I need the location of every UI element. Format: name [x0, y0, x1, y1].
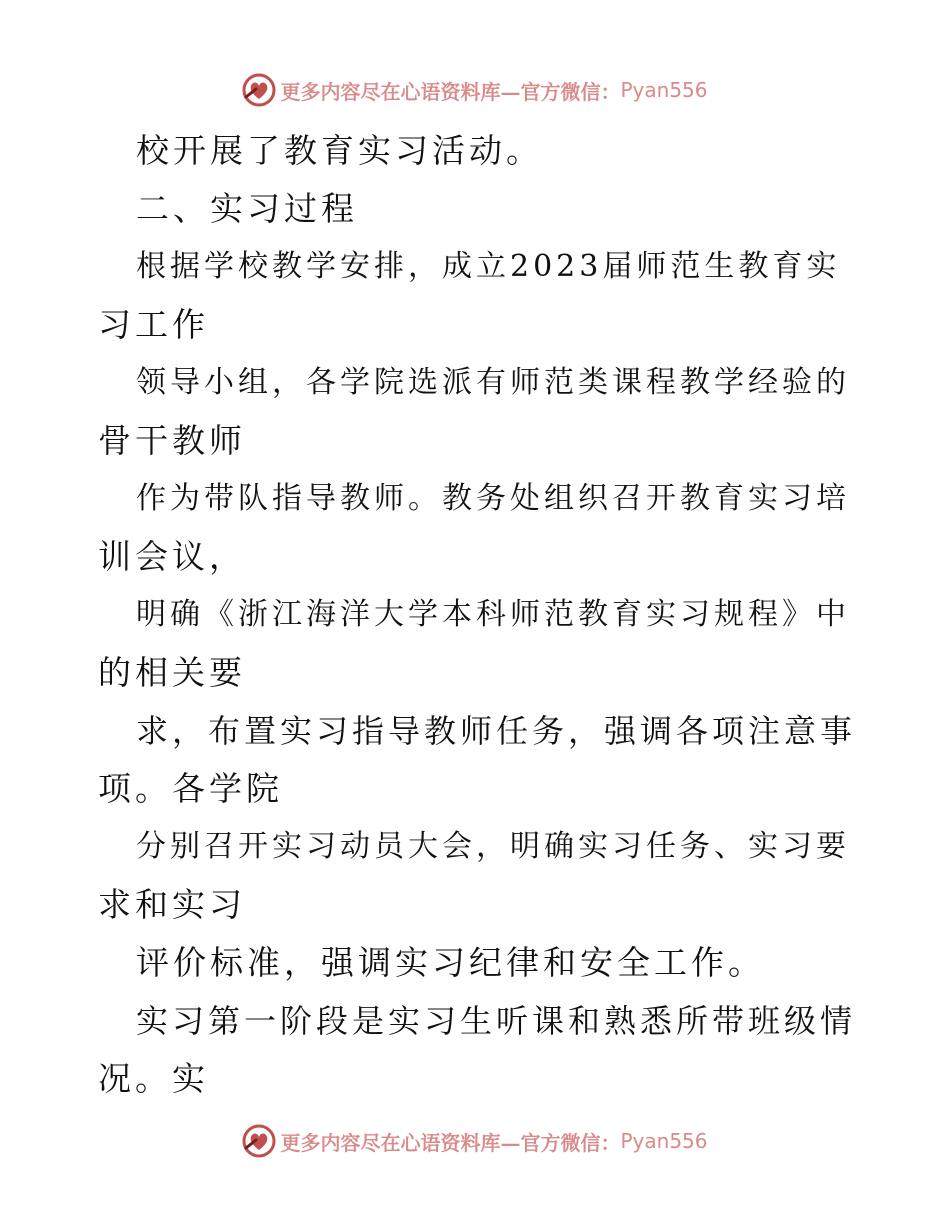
- text-line: 校开展了教育实习活动。: [136, 131, 543, 170]
- section-heading: 二、实习过程: [136, 189, 358, 228]
- text-line: 评价标准，强调实习纪律和安全工作。: [136, 943, 765, 982]
- watermark-id: Pyan556: [620, 78, 708, 102]
- footer-watermark: [0, 1121, 950, 1161]
- heart-logo-icon: [242, 73, 276, 107]
- header-watermark: [0, 70, 950, 110]
- text-line: 领导小组，各学院选派有师范类课程教学经验的: [136, 365, 850, 400]
- text-line: 求和实习: [98, 885, 246, 924]
- text-line: 习工作: [98, 305, 209, 344]
- heart-logo-icon: [242, 1124, 276, 1158]
- watermark-id: Pyan556: [620, 1129, 708, 1153]
- text-line: 训会议，: [98, 537, 246, 576]
- text-line: 况。实: [98, 1059, 209, 1098]
- text-line: 求，布置实习指导教师任务，强调各项注意事: [136, 712, 857, 750]
- text-line: 作为带队指导教师。教务处组织召开教育实习培: [136, 481, 850, 516]
- text-line: 实习第一阶段是实习生听课和熟悉所带班级情: [136, 1002, 857, 1040]
- watermark-text: 更多内容尽在心语资料库—官方微信：: [280, 1130, 621, 1155]
- document-body: [98, 122, 858, 1108]
- text-line: 骨干教师: [98, 421, 246, 460]
- text-line: 分别召开实习动员大会，明确实习任务、实习要: [136, 829, 850, 864]
- text-line: 明确《浙江海洋大学本科师范教育实习规程》中: [136, 597, 850, 632]
- text-line: 的相关要: [98, 653, 246, 692]
- text-line: 根据学校教学安排，成立2023届师范生教育实: [136, 249, 841, 284]
- watermark-text: 更多内容尽在心语资料库—官方微信：: [280, 79, 621, 104]
- text-line: 项。各学院: [98, 769, 283, 808]
